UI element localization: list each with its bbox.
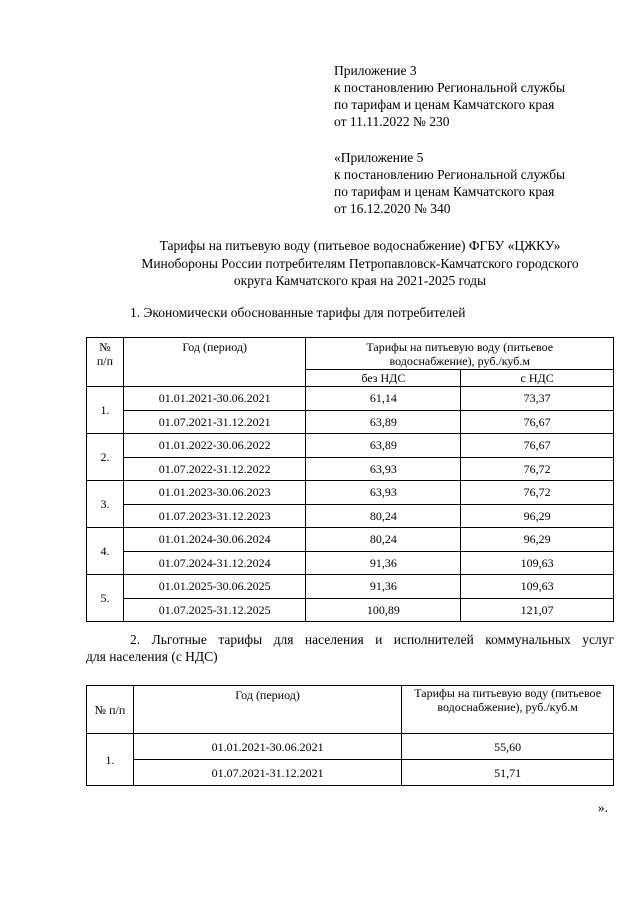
appendix-3-line: Приложение 3 (334, 63, 417, 78)
row-number: 4. (87, 528, 124, 575)
period-cell: 01.01.2022-30.06.2022 (123, 434, 306, 458)
tariff-with-vat-cell: 109,63 (461, 551, 614, 575)
row-number: 2. (87, 434, 124, 481)
header-tariff: Тарифы на питьевую воду (питьевое водоснабжение), руб./куб.м (402, 686, 614, 734)
tariff-with-vat-cell: 109,63 (461, 575, 614, 599)
tariff-no-vat-cell: 80,24 (306, 504, 461, 528)
tariff-with-vat-cell: 121,07 (461, 598, 614, 622)
tariff-value-cell: 51,71 (402, 760, 614, 786)
period-cell: 01.07.2021-31.12.2021 (133, 760, 401, 786)
appendix-5-line: от 16.12.2020 № 340 (334, 201, 451, 216)
appendix-5-line: к постановлению Региональной службы (334, 167, 566, 182)
appendix-3-line: к постановлению Региональной службы (334, 80, 566, 95)
appendix-5-line: по тарифам и ценам Камчатского края (334, 184, 555, 199)
tariff-no-vat-cell: 63,89 (306, 410, 461, 434)
appendix-3-line: от 11.11.2022 № 230 (334, 114, 450, 129)
tariff-no-vat-cell: 63,93 (306, 481, 461, 505)
table-row (87, 481, 614, 505)
tariff-with-vat-cell: 96,29 (461, 528, 614, 552)
period-cell: 01.01.2021-30.06.2021 (133, 734, 401, 760)
header-period: Год (период) (133, 686, 401, 734)
tariff-no-vat-cell: 91,36 (306, 575, 461, 599)
tariff-with-vat-cell: 73,37 (461, 387, 614, 411)
tariff-with-vat-cell: 76,67 (461, 410, 614, 434)
preferential-tariffs-body (87, 734, 614, 786)
period-cell: 01.01.2024-30.06.2024 (123, 528, 306, 552)
period-cell: 01.07.2025-31.12.2025 (123, 598, 306, 622)
section-2-heading (86, 631, 614, 665)
tariffs-table-body (87, 387, 614, 622)
tariffs-table (86, 337, 614, 622)
document-title (60, 237, 640, 290)
period-cell: 01.07.2022-31.12.2022 (123, 457, 306, 481)
table-row (87, 387, 614, 411)
tariff-with-vat-cell: 76,67 (461, 434, 614, 458)
period-cell: 01.01.2025-30.06.2025 (123, 575, 306, 599)
title-line: Минобороны России потребителям Петропавловск-Камчатского городского (141, 255, 579, 271)
title-line: округа Камчатского края на 2021-2025 годы (233, 273, 487, 288)
table-row (87, 760, 614, 786)
section-1-heading: 1. Экономически обоснованные тарифы для потребителей (130, 305, 466, 320)
tariff-value-cell: 55,60 (402, 734, 614, 760)
table-row (87, 734, 614, 760)
tariff-with-vat-cell: 96,29 (461, 504, 614, 528)
row-number: 5. (87, 575, 124, 622)
section-2-heading-line: 2. Льготные тарифы для населения и исполнителей коммунальных услуг (130, 632, 614, 647)
title-line: Тарифы на питьевую воду (питьевое водоснабжение) ФГБУ «ЦЖКУ» (159, 238, 561, 253)
row-number: 1. (87, 387, 124, 434)
header-with-vat: с НДС (461, 370, 614, 387)
table-row (87, 575, 614, 599)
table-row (87, 528, 614, 552)
table-row (87, 551, 614, 575)
period-cell: 01.07.2021-31.12.2021 (123, 410, 306, 434)
appendix-3-line: по тарифам и ценам Камчатского края (334, 97, 555, 112)
header-period: Год (период) (123, 338, 306, 387)
appendix-5-header (334, 149, 565, 217)
tariff-with-vat-cell: 76,72 (461, 481, 614, 505)
table-row (87, 410, 614, 434)
tariff-with-vat-cell: 76,72 (461, 457, 614, 481)
table-row (87, 598, 614, 622)
header-no-vat: без НДС (306, 370, 461, 387)
row-number: 1. (87, 734, 134, 786)
header-num: № п/п (87, 686, 134, 734)
table-row (87, 457, 614, 481)
table-row (87, 504, 614, 528)
section-2-heading-line: для населения (с НДС) (86, 649, 218, 664)
table-row (87, 434, 614, 458)
period-cell: 01.01.2023-30.06.2023 (123, 481, 306, 505)
tariff-no-vat-cell: 63,93 (306, 457, 461, 481)
row-number: 3. (87, 481, 124, 528)
header-num: № п/п (87, 338, 124, 387)
header-tariff: Тарифы на питьевую воду (питьевое водоснабжение), руб./куб.м (306, 338, 614, 370)
period-cell: 01.07.2024-31.12.2024 (123, 551, 306, 575)
period-cell: 01.07.2023-31.12.2023 (123, 504, 306, 528)
tariff-no-vat-cell: 91,36 (306, 551, 461, 575)
tariff-no-vat-cell: 63,89 (306, 434, 461, 458)
tariff-no-vat-cell: 100,89 (306, 598, 461, 622)
appendix-5-line: «Приложение 5 (334, 150, 424, 165)
tariff-no-vat-cell: 61,14 (306, 387, 461, 411)
preferential-tariffs-table (86, 685, 614, 786)
period-cell: 01.01.2021-30.06.2021 (123, 387, 306, 411)
closing-quote: ». (597, 800, 608, 815)
tariff-no-vat-cell: 80,24 (306, 528, 461, 552)
appendix-3-header (334, 62, 565, 130)
